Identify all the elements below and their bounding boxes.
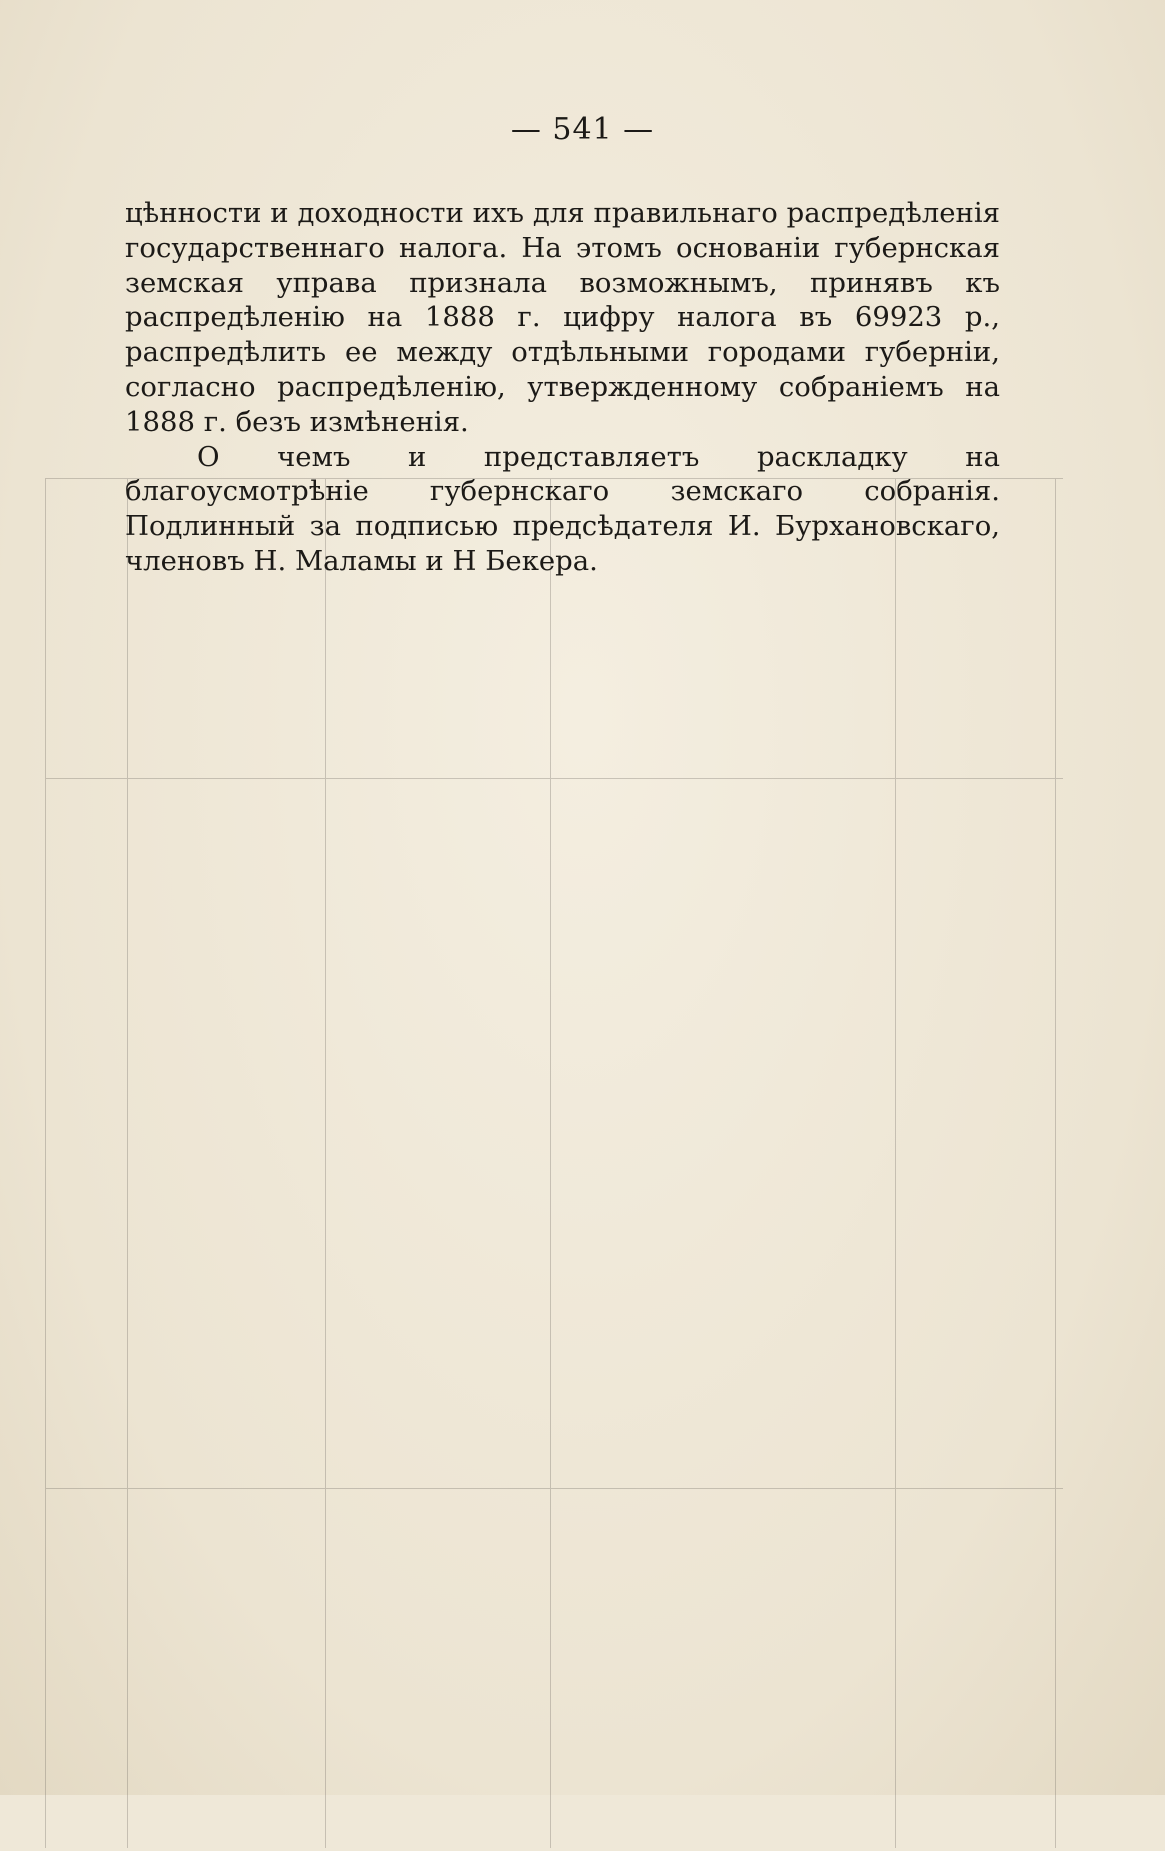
bleed-line bbox=[45, 1488, 1063, 1489]
bleed-line bbox=[1055, 478, 1056, 1848]
page-number: — 541 — bbox=[510, 112, 655, 147]
paragraph: цѣнности и доходности ихъ для правильнаго распредѣленія государственнаго налога. На этомъ основаніи губернская земская управа признала возможнымъ, принявъ къ распредѣленію на 1888 г. цифру налога въ 69923 р., распредѣлить ее между отдѣльными городами губерніи, согласно распредѣленію, утвержденному собраніемъ на 1888 г. безъ измѣненія. bbox=[125, 197, 1000, 438]
body-text bbox=[125, 196, 1000, 579]
bleed-through-table bbox=[45, 478, 1063, 1851]
bleed-line bbox=[45, 478, 46, 1848]
bleed-line bbox=[550, 478, 551, 1848]
bleed-line bbox=[127, 478, 128, 1848]
bleed-line bbox=[895, 478, 896, 1848]
bleed-line bbox=[45, 778, 1063, 779]
paragraph: О чемъ и представляетъ раскладку на благоусмотрѣніе губернскаго земскаго собранія. Подлинный за подписью предсѣдателя И. Бурхановскаго, членовъ Н. Маламы и Н Бекера. bbox=[125, 440, 1000, 577]
bleed-line bbox=[325, 478, 326, 1848]
